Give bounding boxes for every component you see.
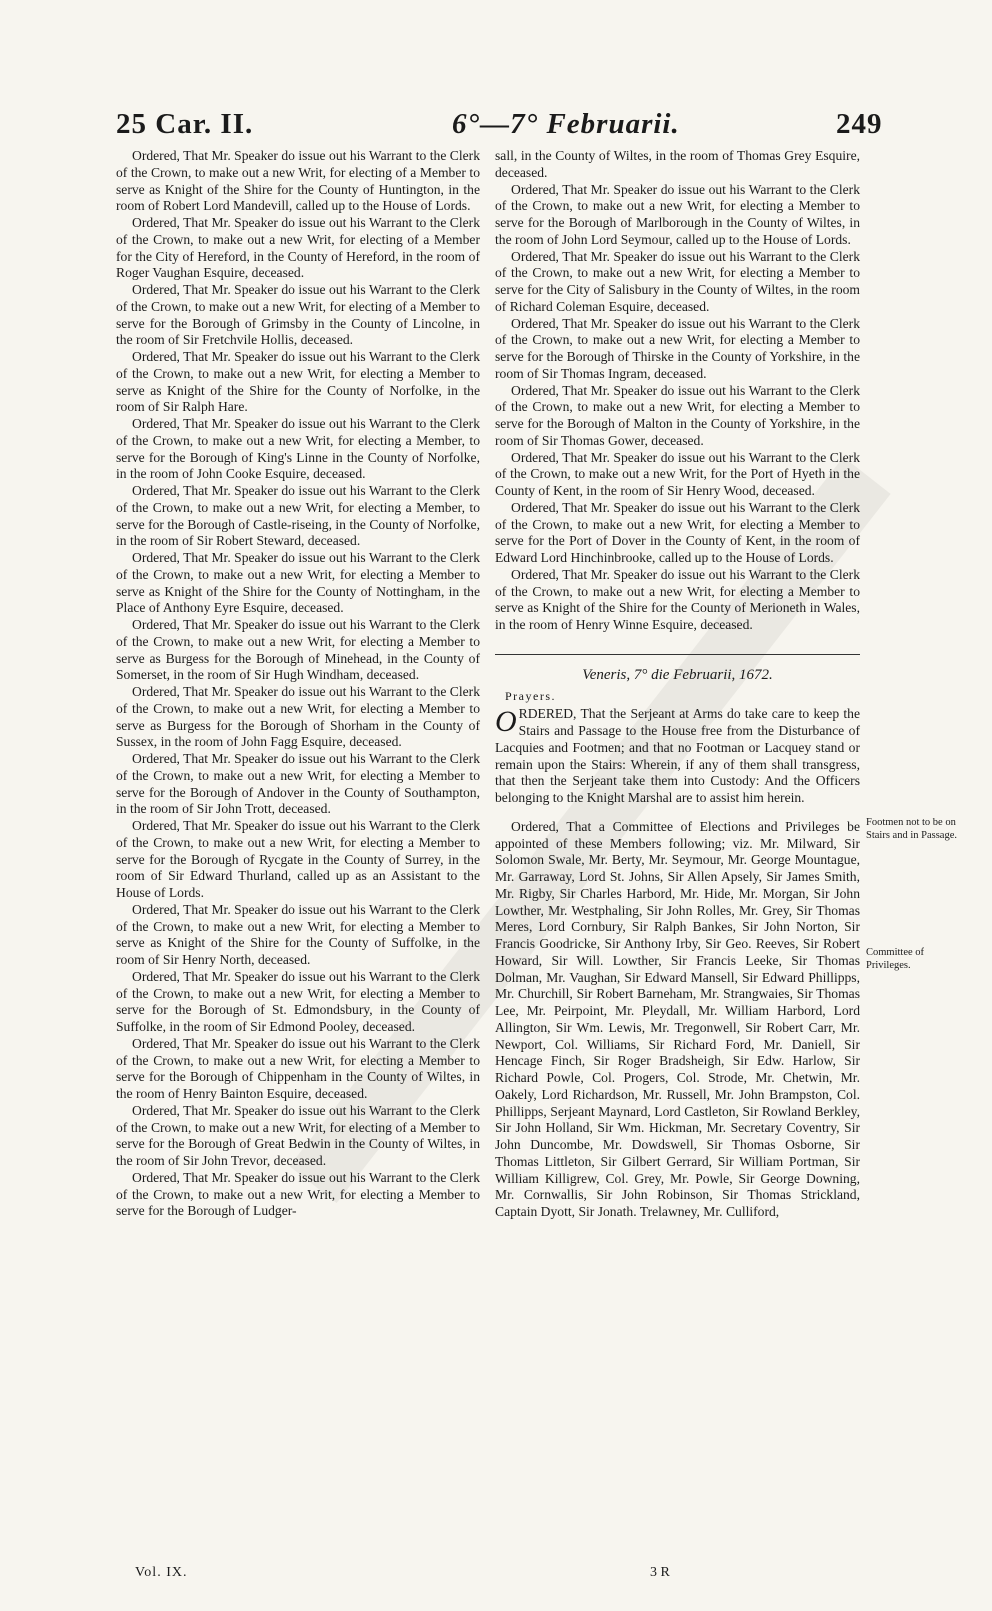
order-paragraph: Ordered, That Mr. Speaker do issue out his Warrant to the Clerk of the Crown, to make out a new Writ, for electing a Member to serve as Burgess for the Borough of Minehead, in the County of Somerset, in the room of Sir Hugh Windham, deceased. — [116, 617, 480, 683]
order-paragraph-continued: sall, in the County of Wiltes, in the room of Thomas Grey Esquire, deceased. — [495, 148, 860, 180]
page-number: 249 — [836, 108, 883, 140]
volume-footer: Vol. IX. — [135, 1565, 188, 1580]
order-paragraph: Ordered, That Mr. Speaker do issue out his Warrant to the Clerk of the Crown, to make out a new Writ, for electing a Member to serve for the Borough of Marlborough in the County of Wiltes, in the room of John Lord Seymour, called up to the House of Lords. — [495, 181, 860, 247]
left-column — [116, 148, 480, 1220]
order-paragraph: Ordered, That Mr. Speaker do issue out his Warrant to the Clerk of the Crown, to make out a new Writ, for electing a Member to serve as Knight of the Shire for the County of Nottingham, in the Place of Anthony Eyre Esquire, deceased. — [116, 550, 480, 616]
margin-note-footmen: Footmen not to be on Stairs and in Passage. — [866, 817, 957, 841]
order-paragraph: Ordered, That Mr. Speaker do issue out his Warrant to the Clerk of the Crown, to make out a new Writ, for electing a Member to serve for the Borough of Chippenham in the County of Wiltes, in the room of Henry Bainton Esquire, deceased. — [116, 1035, 480, 1101]
order-footmen-text: RDERED, That the Serjeant at Arms do take care to keep the Stairs and Passage to the House free from the Disturbance of Lacquies and Footmen; and that no Footman or Lacquey stand or remain upon the Stairs: Wherein, if any of them shall transgress, that then the Serjeant take them into Custody: And the Officers belonging to the Knight Marshal are to assist him herein. — [495, 706, 860, 805]
order-paragraph: Ordered, That Mr. Speaker do issue out his Warrant to the Clerk of the Crown, to make out a new Writ, for electing of a Member to serve as Knight of the Shire for the County of Huntington, in the room of Robert Lord Mandevill, called up to the House of Lords. — [116, 148, 480, 214]
page-header — [0, 108, 992, 148]
order-paragraph: Ordered, That Mr. Speaker do issue out his Warrant to the Clerk of the Crown, to make out a new Writ, for electing of a Member for the City of Hereford, in the County of Hereford, in the room of Roger Vaughan Esquire, deceased. — [116, 215, 480, 281]
order-paragraph: Ordered, That Mr. Speaker do issue out his Warrant to the Clerk of the Crown, to make out a new Writ, for electing a Member to serve for the Port of Dover in the County of Kent, in the room of Edward Lord Hinchinbrooke, called up to the House of Lords. — [495, 499, 860, 565]
order-paragraph: Ordered, That Mr. Speaker do issue out his Warrant to the Clerk of the Crown, to make out a new Writ, for electing a Member to serve for the Borough of Malton in the County of Yorkshire, in the room of Sir Thomas Gower, deceased. — [495, 382, 860, 448]
regnal-year: 25 Car. II. — [116, 108, 254, 140]
order-paragraph: Ordered, That Mr. Speaker do issue out his Warrant to the Clerk of the Crown, to make out a new Writ, for electing of a Member to serve for the Borough of Grimsby in the County of Lincolne, in the room of Sir Fretchvile Hollis, deceased. — [116, 282, 480, 348]
order-paragraph: Ordered, That Mr. Speaker do issue out his Warrant to the Clerk of the Crown, to make out a new Writ, for electing a Member to serve as Knight of the Shire for the County of Merioneth in Wales, in the room of Henry Winne Esquire, deceased. — [495, 566, 860, 632]
order-paragraph: Ordered, That Mr. Speaker do issue out his Warrant to the Clerk of the Crown, to make out a new Writ, for electing a Member to serve for the Borough of Rycgate in the County of Surrey, in the room of Sir Edward Thurland, called up as an Assistant to the House of Lords. — [116, 818, 480, 900]
section-divider — [495, 654, 860, 655]
order-paragraph: Ordered, That Mr. Speaker do issue out his Warrant to the Clerk of the Crown, to make out a new Writ, for electing a Member to serve for the Borough of Andover in the County of Southampton, in the room of Sir John Trott, deceased. — [116, 751, 480, 817]
order-paragraph: Ordered, That Mr. Speaker do issue out his Warrant to the Clerk of the Crown, to make out a new Writ, for electing of a Member to serve for the Borough of Great Bedwin in the County of Wiltes, in the room of Sir John Trevor, deceased. — [116, 1102, 480, 1168]
order-paragraph: Ordered, That Mr. Speaker do issue out his Warrant to the Clerk of the Crown, to make out a new Writ, for electing a Member to serve for the City of Salisbury in the County of Wiltes, in the room of Richard Coleman Esquire, deceased. — [495, 248, 860, 314]
order-paragraph: Ordered, That Mr. Speaker do issue out his Warrant to the Clerk of the Crown, to make out a new Writ, for electing a Member, to serve for the Borough of King's Linne in the County of Norfolke, in the room of John Cooke Esquire, deceased. — [116, 416, 480, 482]
order-paragraph: Ordered, That Mr. Speaker do issue out his Warrant to the Clerk of the Crown, to make out a new Writ, for electing a Member to serve for the Borough of Thirske in the County of Yorkshire, in the room of Sir Thomas Ingram, deceased. — [495, 315, 860, 381]
prayers-heading: Prayers. — [505, 688, 556, 703]
spacer — [495, 807, 860, 819]
date-heading: Veneris, 7° die Februarii, 1672. — [582, 666, 773, 683]
right-column — [495, 148, 860, 1221]
margin-note-committee: Committee of Privileges. — [866, 947, 925, 971]
order-paragraph: Ordered, That Mr. Speaker do issue out his Warrant to the Clerk of the Crown, to make out a new Writ, for electing a Member to serve as Knight of the Shire for the County of Suffolke, in the room of Sir Henry North, deceased. — [116, 901, 480, 967]
order-paragraph: Ordered, That Mr. Speaker do issue out his Warrant to the Clerk of the Crown, to make out a new Writ, for electing a Member to serve as Knight of the Shire for the County of Norfolke, in the room of Sir Ralph Hare. — [116, 349, 480, 415]
signature-mark: 3 R — [650, 1565, 670, 1580]
order-footmen — [495, 706, 860, 807]
order-paragraph: Ordered, That Mr. Speaker do issue out his Warrant to the Clerk of the Crown, to make out a new Writ, for electing a Member to serve for the Borough of Ludger- — [116, 1169, 480, 1219]
order-paragraph: Ordered, That Mr. Speaker do issue out his Warrant to the Clerk of the Crown, to make out a new Writ, for electing a Member, to serve for the Borough of Castle-riseing, in the County of Norfolke, in the room of Sir Robert Steward, deceased. — [116, 483, 480, 549]
date-range: 6°—7° Februarii. — [452, 108, 680, 140]
order-paragraph: Ordered, That Mr. Speaker do issue out his Warrant to the Clerk of the Crown, to make out a new Writ, for electing a Member to serve as Burgess for the Borough of Shorham in the County of Sussex, in the room of John Fagg Esquire, deceased. — [116, 684, 480, 750]
drop-cap: O — [495, 705, 517, 739]
order-paragraph: Ordered, That Mr. Speaker do issue out his Warrant to the Clerk of the Crown, to make out a new Writ, for electing a Member to serve for the Borough of St. Edmondsbury, in the County of Suffolke, in the room of Sir Edmond Pooley, deceased. — [116, 968, 480, 1034]
order-paragraph: Ordered, That Mr. Speaker do issue out his Warrant to the Clerk of the Crown, to make out a new Writ, for the Port of Hyeth in the County of Kent, in the room of Sir Henry Wood, deceased. — [495, 449, 860, 498]
order-committee: Ordered, That a Committee of Elections and Privileges be appointed of these Members following; viz. Mr. Milward, Sir Solomon Swale, Mr. Berty, Mr. Seymour, Mr. George Mountague, Mr. Garraway, Lord St. Johns, Sir Allen Apsely, Sir James Smith, Mr. Rigby, Sir Charles Harbord, Mr. Hide, Mr. Morgan, Sir John Lowther, Mr. Westphaling, Sir John Rolles, Mr. Grey, Sir Thomas Meres, Lord Cornbury, Sir Ralph Bankes, Sir John Norton, Sir Francis Goodricke, Sir Anthony Irby, Sir Geo. Reeves, Sir Robert Howard, Sir Will. Lowther, Sir Francis Leeke, Sir Thomas Dolman, Mr. Vaughan, Sir Edward Mansell, Sir Edward Phillipps, Mr. Churchill, Sir Robert Barneham, Mr. Strangwaies, Sir Thomas Lee, Mr. Peirpoint, Mr. Pleydall, Mr. William Harbord, Lord Allington, Sir Wm. Lewis, Mr. Tregonwell, Sir Robert Carr, Mr. Newport, Col. Williams, Sir Richard Ford, Mr. Daniell, Sir Hencage Finch, Sir Roger Bradsheigh, Sir Edw. Harlow, Sir Richard Powle, Col. Progers, Col. Strode, Mr. Chetwin, Mr. Oakely, Lord Richardson, Mr. Russell, Mr. John Brampston, Col. Phillipps, Serjeant Maynard, Lord Castleton, Sir Rowland Berkley, Sir John Holland, Sir Wm. Hickman, Mr. Secretary Coventry, Sir John Duncombe, Mr. Dowdswell, Sir Thomas Osborne, Sir Thomas Littleton, Sir Gilbert Gerrard, Sir William Portman, Sir William Killigrew, Col. Grey, Mr. Powle, Sir George Downing, Mr. Cornwallis, Sir John Robinson, Sir Thomas Strickland, Captain Dyott, Sir Jonath. Trelawney, Mr. Culliford, — [495, 818, 860, 1219]
